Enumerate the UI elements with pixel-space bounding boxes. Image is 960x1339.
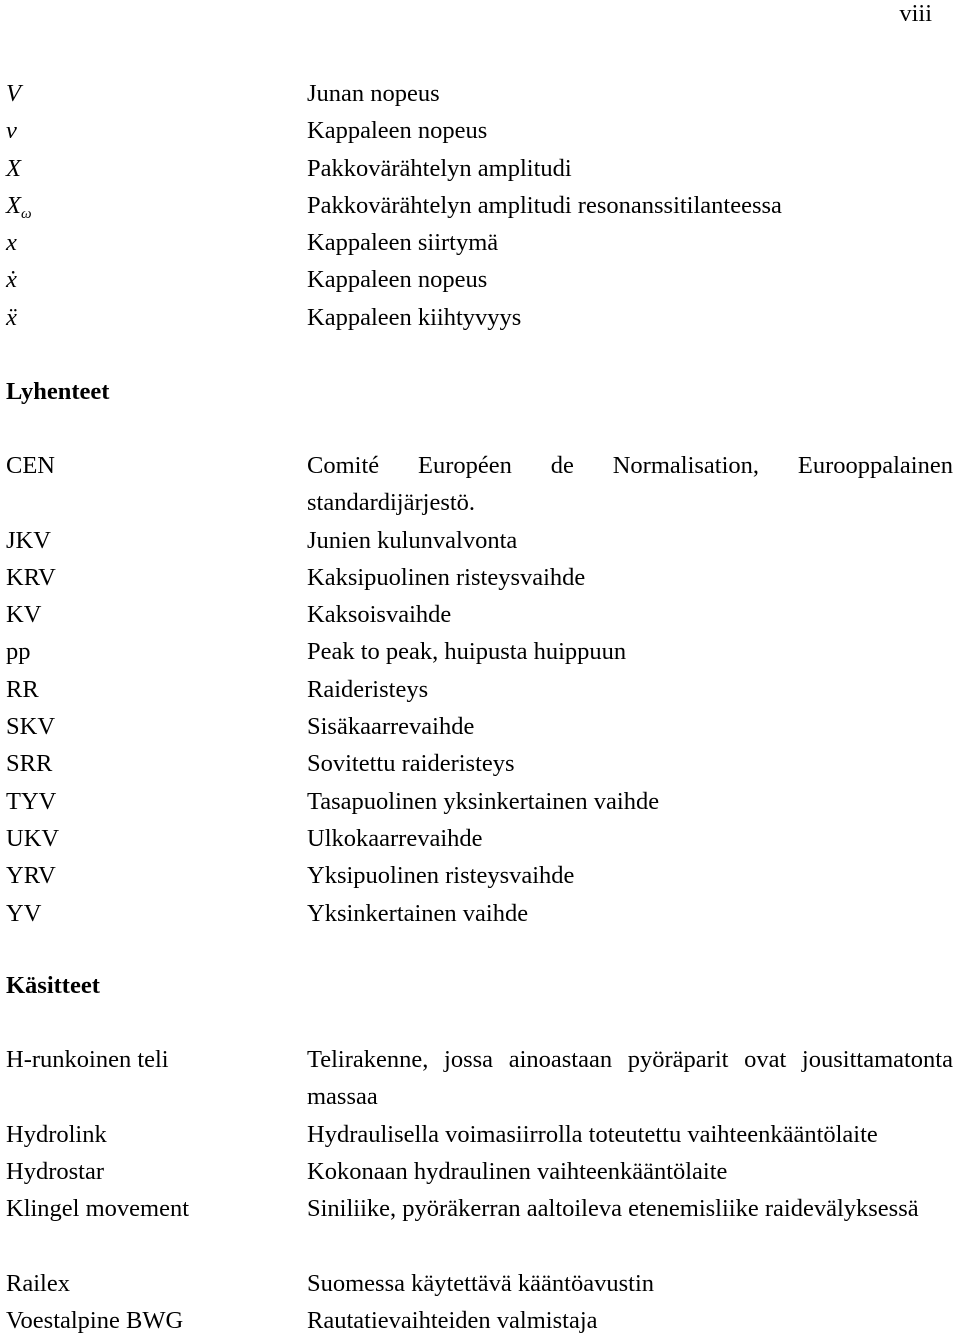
concept-term: Railex bbox=[6, 1269, 70, 1297]
symbol-row bbox=[6, 150, 954, 187]
abbreviation-description: Junien kulunvalvonta bbox=[307, 526, 518, 554]
abbreviation-row bbox=[6, 596, 954, 633]
symbol-row bbox=[6, 224, 954, 261]
concept-row bbox=[6, 1190, 954, 1265]
concepts-heading: Käsitteet bbox=[6, 972, 100, 999]
abbreviation-row bbox=[6, 708, 954, 745]
abbreviation-list bbox=[6, 447, 954, 932]
symbol-description: Kappaleen nopeus bbox=[307, 117, 488, 145]
abbreviation-row bbox=[6, 559, 954, 596]
symbol-list bbox=[6, 75, 954, 336]
abbreviation: KV bbox=[6, 601, 42, 629]
concept-description: Telirakenne, jossa ainoastaan pyöräparit ovat jousittamatonta massaa bbox=[307, 1046, 953, 1111]
abbreviation: KRV bbox=[6, 563, 56, 591]
abbreviation-description: Tasapuolinen yksinkertainen vaihde bbox=[307, 787, 660, 815]
concept-row bbox=[6, 1265, 954, 1302]
abbreviation: pp bbox=[6, 638, 31, 666]
symbol: ẋ bbox=[6, 266, 17, 294]
abbreviation-description: Kaksipuolinen risteysvaihde bbox=[307, 563, 586, 591]
symbol: x bbox=[6, 229, 17, 257]
abbreviation: CEN bbox=[6, 452, 55, 479]
concept-list bbox=[6, 1041, 954, 1339]
abbreviation: TYV bbox=[6, 787, 57, 815]
concept-row bbox=[6, 1302, 954, 1339]
abbreviation-description: Raideristeys bbox=[307, 675, 429, 703]
concept-term: H-runkoinen teli bbox=[6, 1046, 169, 1073]
concept-description: Rautatievaihteiden valmistaja bbox=[307, 1307, 598, 1335]
symbol-description: Pakkovärähtelyn amplitudi bbox=[307, 154, 572, 182]
abbreviation-row bbox=[6, 671, 954, 708]
abbreviation: YV bbox=[6, 899, 42, 927]
concept-row bbox=[6, 1041, 954, 1116]
abbreviation-row bbox=[6, 895, 954, 932]
abbreviation: JKV bbox=[6, 526, 51, 554]
concept-description: Hydraulisella voimasiirrolla toteutettu vaihteenkääntölaite bbox=[307, 1120, 878, 1148]
symbol-row bbox=[6, 261, 954, 298]
symbol-description: Kappaleen kiihtyvyys bbox=[307, 303, 522, 331]
abbreviation-description: Peak to peak, huipusta huippuun bbox=[307, 638, 627, 666]
symbol: v bbox=[6, 117, 17, 145]
abbreviation-row bbox=[6, 447, 954, 522]
abbreviation-row bbox=[6, 522, 954, 559]
concept-description: Kokonaan hydraulinen vaihteenkääntölaite bbox=[307, 1157, 728, 1185]
concept-term: Hydrolink bbox=[6, 1120, 107, 1148]
abbreviations-heading: Lyhenteet bbox=[6, 378, 110, 405]
abbreviation-row bbox=[6, 633, 954, 670]
concept-term: Voestalpine BWG bbox=[6, 1307, 184, 1335]
symbol-row bbox=[6, 75, 954, 112]
abbreviation-description: Sisäkaarrevaihde bbox=[307, 713, 475, 741]
abbreviation-description: Kaksoisvaihde bbox=[307, 601, 452, 629]
symbol: V bbox=[6, 80, 21, 107]
symbol-subscript: ω bbox=[20, 205, 32, 222]
concept-description: Siniliike, pyöräkerran aaltoileva etenemisliike raidevälyksessä bbox=[307, 1195, 919, 1223]
abbreviation-row bbox=[6, 857, 954, 894]
concept-term: Hydrostar bbox=[6, 1157, 104, 1185]
symbol-description: Kappaleen nopeus bbox=[307, 266, 488, 294]
abbreviation-row bbox=[6, 820, 954, 857]
abbreviation: YRV bbox=[6, 862, 56, 890]
abbreviation: UKV bbox=[6, 824, 60, 852]
concept-description: Suomessa käytettävä kääntöavustin bbox=[307, 1269, 654, 1297]
abbreviation-description: Ulkokaarrevaihde bbox=[307, 824, 483, 852]
concept-row bbox=[6, 1153, 954, 1190]
abbreviation-description: Sovitettu raideristeys bbox=[307, 750, 515, 778]
abbreviation-description: Comité Européen de Normalisation, Eurooppalainen standardijärjestö. bbox=[307, 452, 953, 517]
symbol: X bbox=[6, 154, 21, 182]
symbol-description: Kappaleen siirtymä bbox=[307, 229, 499, 257]
page-number: viii bbox=[899, 0, 932, 27]
abbreviation-description: Yksipuolinen risteysvaihde bbox=[307, 862, 575, 890]
abbreviation-description: Yksinkertainen vaihde bbox=[307, 899, 529, 927]
abbreviation: RR bbox=[6, 675, 39, 703]
abbreviation: SKV bbox=[6, 713, 56, 741]
symbol: X bbox=[6, 191, 21, 219]
abbreviation-row bbox=[6, 783, 954, 820]
symbol-row bbox=[6, 299, 954, 336]
concept-row bbox=[6, 1116, 954, 1153]
concept-term: Klingel movement bbox=[6, 1195, 190, 1223]
symbol: ẍ bbox=[6, 303, 17, 331]
abbreviation: SRR bbox=[6, 750, 53, 778]
abbreviation-row bbox=[6, 745, 954, 782]
symbol-row bbox=[6, 112, 954, 149]
symbol-row bbox=[6, 187, 954, 224]
symbol-description: Pakkovärähtelyn amplitudi resonanssitilanteessa bbox=[307, 191, 782, 219]
symbol-description: Junan nopeus bbox=[307, 80, 440, 107]
